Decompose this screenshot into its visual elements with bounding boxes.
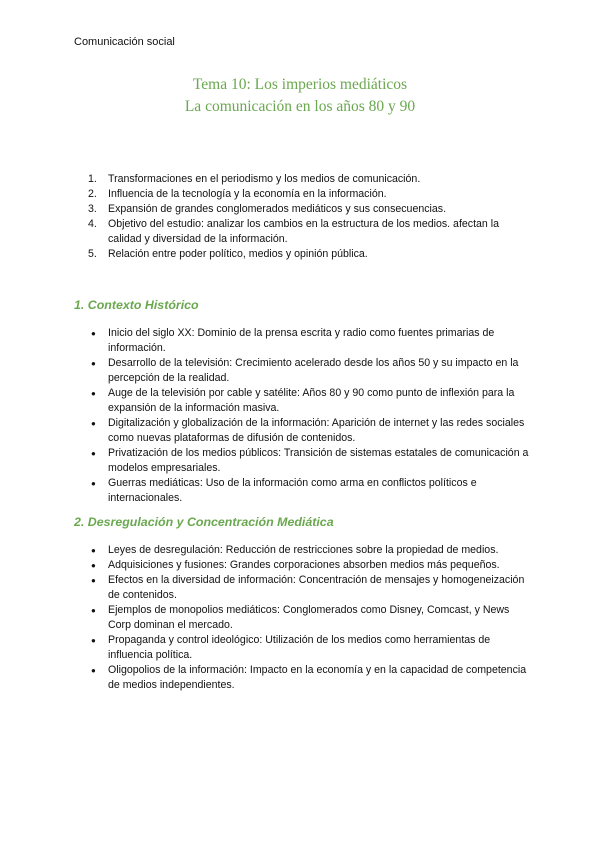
document-title	[0, 74, 600, 118]
list-item: ● Adquisiciones y fusiones: Grandes corporaciones absorben medios más pequeños.	[74, 558, 534, 573]
list-item: ● Inicio del siglo XX: Dominio de la prensa escrita y radio como fuentes primarias de información.	[74, 326, 534, 356]
list-item: ● Guerras mediáticas: Uso de la información como arma en conflictos políticos e internacionales.	[74, 476, 534, 506]
list-item	[74, 172, 534, 187]
list-item-number: 1.	[88, 173, 97, 185]
list-item-number: 3.	[88, 203, 97, 215]
section-heading-desregulacion: 2. Desregulación y Concentración Mediática	[74, 515, 334, 529]
list-item-number: 4.	[88, 218, 97, 230]
list-item: ● Privatización de los medios públicos: Transición de sistemas estatales de comunicación a modelos empresariales.	[74, 446, 534, 476]
list-item-text: Objetivo del estudio: analizar los cambios en la estructura de los medios. afectan la calidad y diversidad de la información.	[108, 218, 500, 245]
section-heading-contexto-historico: 1. Contexto Histórico	[74, 298, 199, 312]
list-item: ● Desarrollo de la televisión: Crecimiento acelerado desde los años 50 y su impacto en la percepción de la realidad.	[74, 356, 534, 386]
list-item	[74, 247, 534, 262]
list-item	[74, 187, 534, 202]
title-line-2: La comunicación en los años 80 y 90	[184, 98, 416, 115]
list-item-text: Transformaciones en el periodismo y los medios de comunicación.	[108, 173, 421, 185]
list-item-text: Relación entre poder político, medios y opinión pública.	[108, 248, 368, 260]
list-item: ● Digitalización y globalización de la información: Aparición de internet y las redes sociales como nuevas plataformas de difusión de contenidos.	[74, 416, 534, 446]
title-line-1: Tema 10: Los imperios mediáticos	[192, 76, 408, 93]
list-item: ● Efectos en la diversidad de información: Concentración de mensajes y homogeneización de contenidos.	[74, 573, 534, 603]
list-item: ● Auge de la televisión por cable y satélite: Años 80 y 90 como punto de inflexión para la expansión de la información masiva.	[74, 386, 534, 416]
list-item	[74, 217, 534, 247]
document-header-label: Comunicación social	[74, 36, 175, 48]
contexto-historico-list	[74, 326, 534, 506]
list-item-number: 2.	[88, 188, 97, 200]
objectives-list	[74, 172, 534, 262]
list-item: ● Oligopolios de la información: Impacto en la economía y en la capacidad de competencia de medios independientes.	[74, 663, 534, 693]
list-item-number: 5.	[88, 248, 97, 260]
list-item-text: Influencia de la tecnología y la economía en la información.	[108, 188, 387, 200]
list-item	[74, 202, 534, 217]
desregulacion-list	[74, 543, 534, 693]
list-item: ● Propaganda y control ideológico: Utilización de los medios como herramientas de influencia política.	[74, 633, 534, 663]
list-item: ● Leyes de desregulación: Reducción de restricciones sobre la propiedad de medios.	[74, 543, 534, 558]
list-item-text: Expansión de grandes conglomerados mediáticos y sus consecuencias.	[108, 203, 447, 215]
list-item: ● Ejemplos de monopolios mediáticos: Conglomerados como Disney, Comcast, y News Corp dominan el mercado.	[74, 603, 534, 633]
